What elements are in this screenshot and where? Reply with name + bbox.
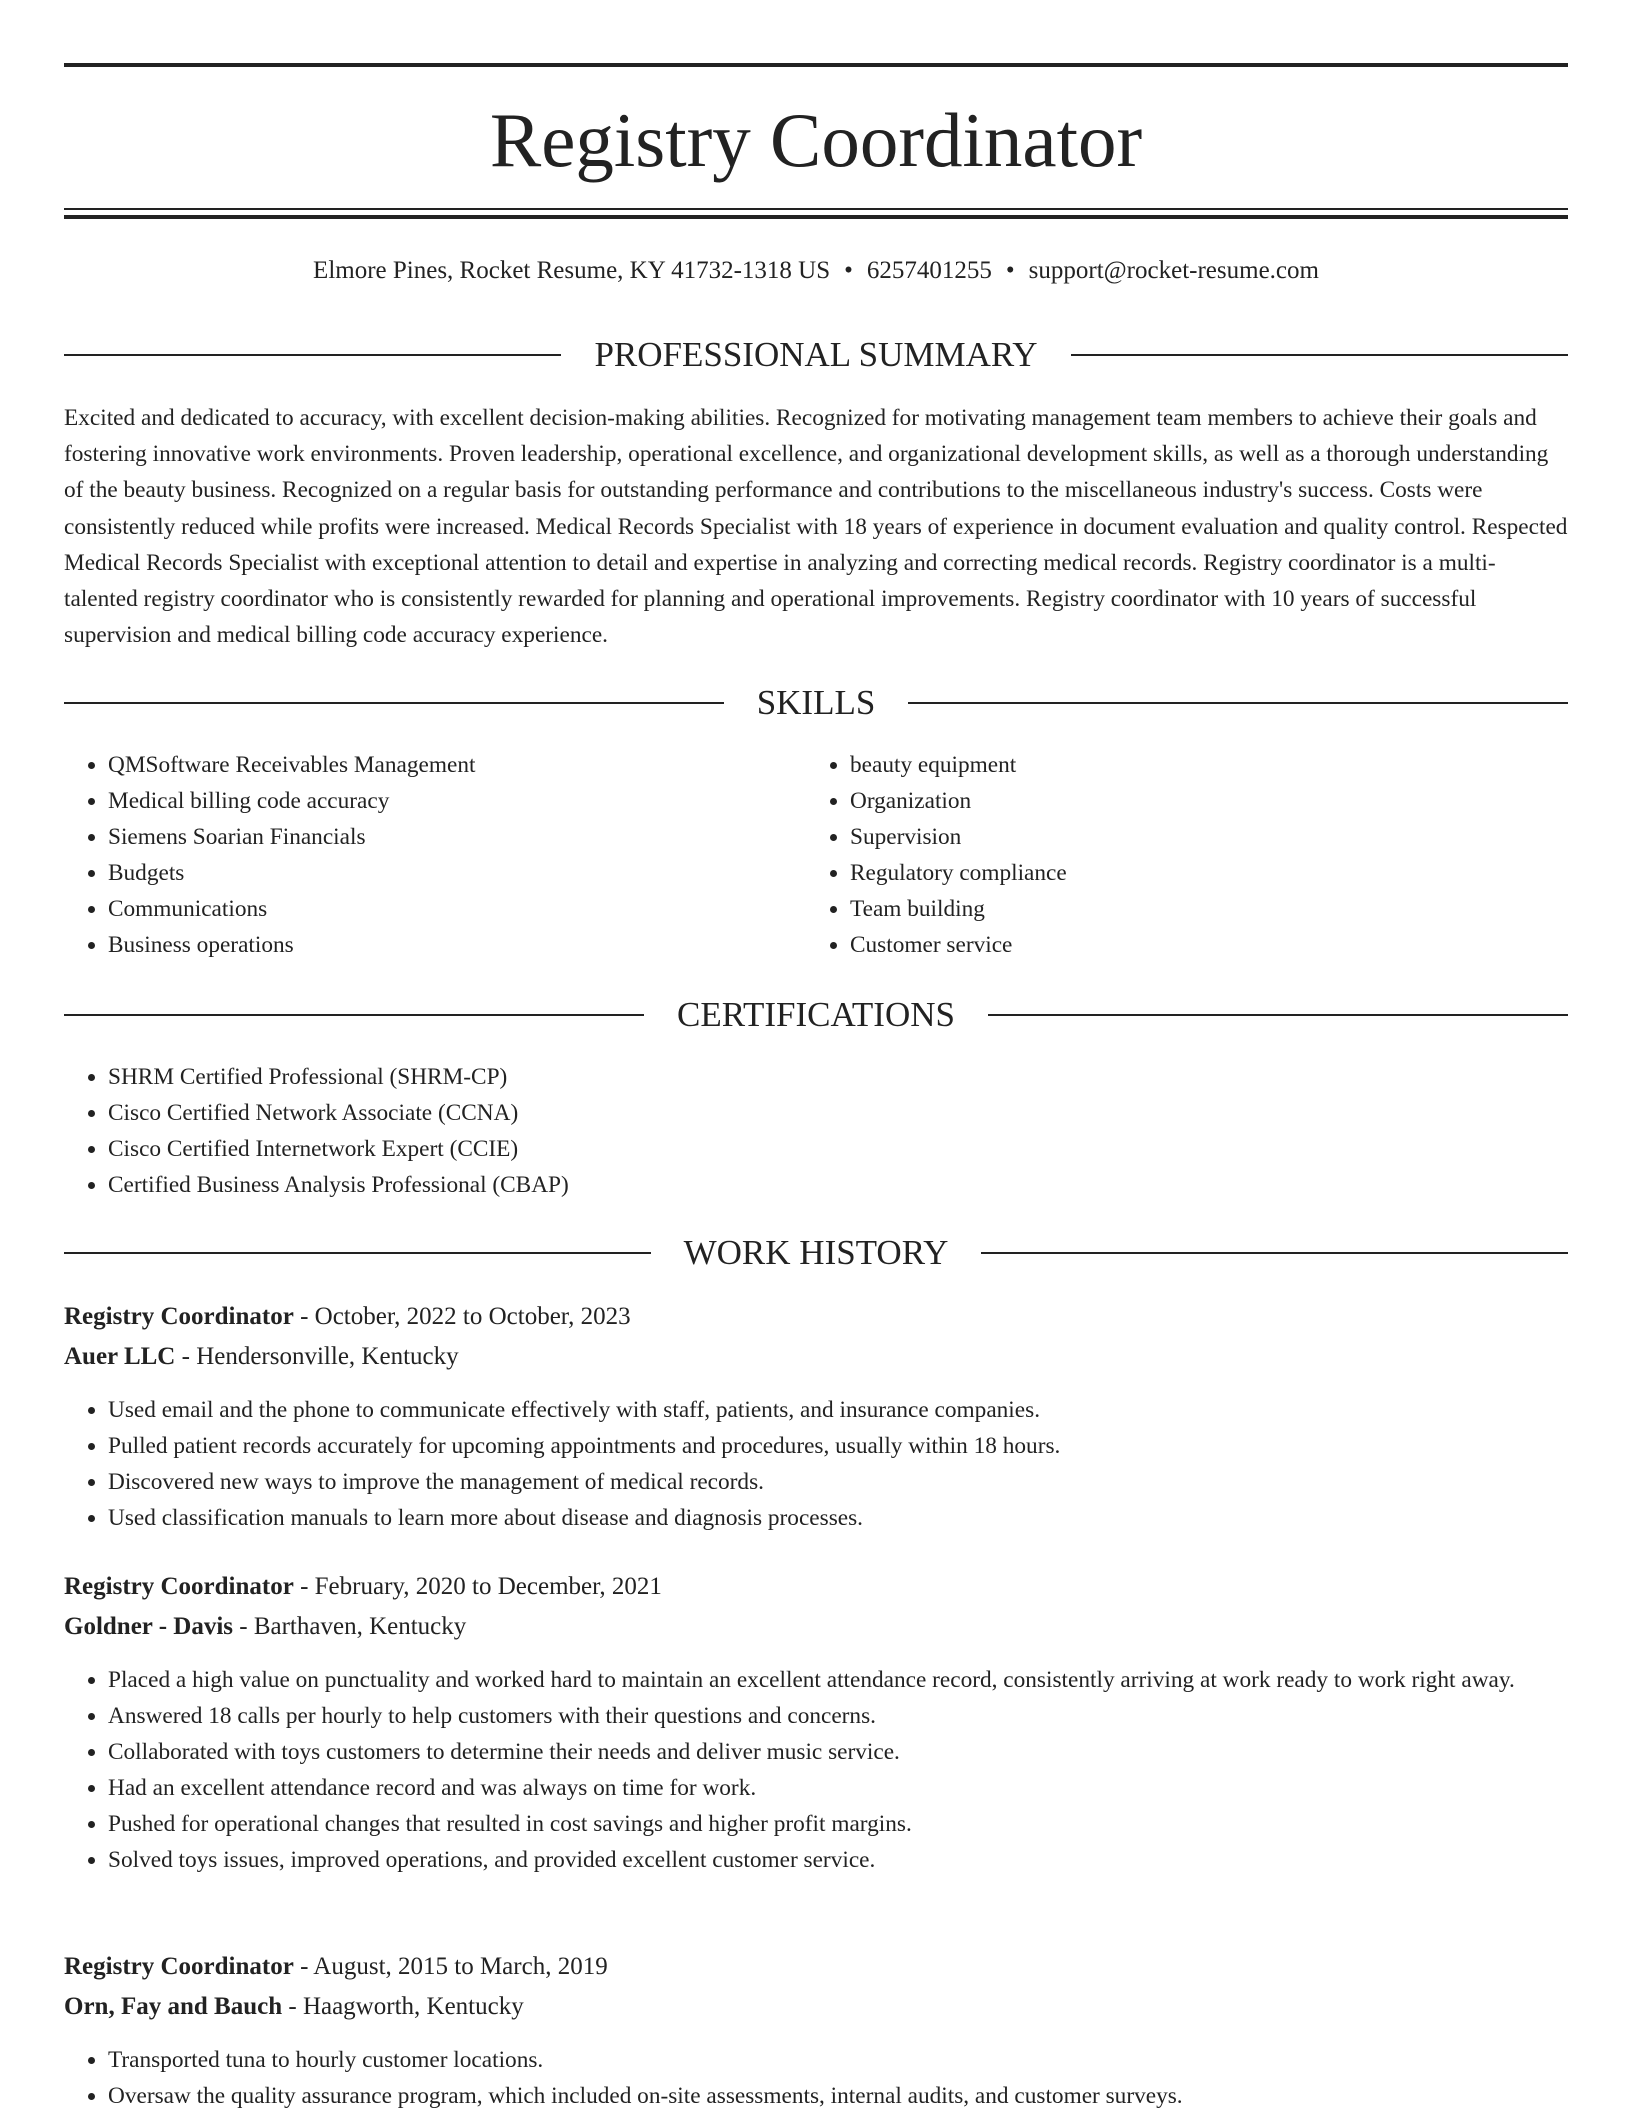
job-title-line: Registry Coordinator - August, 2015 to March, 2019: [64, 1953, 608, 1980]
job-bullet: • Pulled patient records accurately for upcoming appointments and procedures, usually within 18 hours.: [108, 1428, 1568, 1464]
job-dates: August, 2015 to March, 2019: [313, 1953, 608, 1980]
job-company-line: Orn, Fay and Bauch - Haagworth, Kentucky: [64, 1993, 524, 2020]
heading-rule: [64, 702, 724, 704]
skill-item: • Siemens Soarian Financials: [108, 819, 808, 855]
heading-rule: [908, 702, 1568, 704]
contact-phone: 6257401255: [866, 257, 992, 284]
skill-item: • Budgets: [108, 855, 808, 891]
skills-heading: [64, 683, 1568, 723]
skill-item: • Communications: [108, 891, 808, 927]
skill-item: • Medical billing code accuracy: [108, 783, 808, 819]
skill-item: • Supervision: [850, 819, 1550, 855]
contact-email: support@rocket-resume.com: [1028, 257, 1319, 284]
certifications-heading-label: CERTIFICATIONS: [677, 995, 955, 1034]
job-title: Registry Coordinator: [64, 1303, 294, 1330]
job-bullets: [64, 1662, 1568, 1878]
job-bullets: [64, 2042, 1568, 2114]
skill-item: • beauty equipment: [850, 747, 1550, 783]
job-bullet: • Discovered new ways to improve the management of medical records.: [108, 1464, 1568, 1500]
certification-item: • Cisco Certified Network Associate (CCNA): [108, 1095, 1568, 1131]
heading-rule: [988, 1014, 1568, 1016]
job-company: Auer LLC: [64, 1343, 176, 1370]
job-dates: October, 2022 to October, 2023: [314, 1303, 631, 1330]
work-history-heading: [64, 1233, 1568, 1273]
contact-address: Elmore Pines, Rocket Resume, KY 41732-1318 US: [313, 257, 831, 284]
summary-text: Excited and dedicated to accuracy, with excellent decision-making abilities. Recognized for motivating management team members to achieve their goals and fostering innovative work environments. Proven leadership, operational excellence, and organizational development skills, as well as a thorough understanding of the beauty business. Recognized on a regular basis for outstanding performance and contributions to the miscellaneous industry's success. Costs were consistently reduced while profits were increased. Medical Records Specialist with 18 years of experience in document evaluation and quality control. Respected Medical Records Specialist with exceptional attention to detail and expertise in analyzing and correcting medical records. Registry coordinator is a multi-talented registry coordinator who is consistently rewarded for planning and operational improvements. Registry coordinator with 10 years of successful supervision and medical billing code accuracy experience.: [64, 405, 1568, 649]
job-bullet: • Had an excellent attendance record and was always on time for work.: [108, 1770, 1568, 1806]
header-rule-upper: [64, 208, 1568, 210]
job-bullet: • Transported tuna to hourly customer locations.: [108, 2042, 1568, 2078]
heading-rule: [64, 1252, 651, 1254]
skill-item: • Team building: [850, 891, 1550, 927]
job-bullet: • Used classification manuals to learn more about disease and diagnosis processes.: [108, 1500, 1568, 1536]
skill-item: • Organization: [850, 783, 1550, 819]
skill-item: • Customer service: [850, 927, 1550, 963]
skill-item: • QMSoftware Receivables Management: [108, 747, 808, 783]
job-company-line: Goldner - Davis - Barthaven, Kentucky: [64, 1613, 467, 1640]
work-history-heading-label: WORK HISTORY: [683, 1233, 949, 1272]
certification-item: • Cisco Certified Internetwork Expert (CCIE): [108, 1131, 1568, 1167]
heading-rule: [64, 354, 561, 356]
job-location: Barthaven, Kentucky: [253, 1613, 467, 1640]
job-bullet: • Collaborated with toys customers to determine their needs and deliver music service.: [108, 1734, 1568, 1770]
contact-separator: •: [1005, 257, 1015, 284]
certifications-heading: [64, 995, 1568, 1035]
page-title: Registry Coordinator: [489, 97, 1143, 183]
summary-heading: [64, 335, 1568, 375]
contact-line: [64, 254, 1568, 288]
job-bullet: • Solved toys issues, improved operations, and provided excellent customer service.: [108, 1842, 1568, 1878]
job-title: Registry Coordinator: [64, 1953, 294, 1980]
job-bullet: • Answered 18 calls per hourly to help customers with their questions and concerns.: [108, 1698, 1568, 1734]
skill-item: • Business operations: [108, 927, 808, 963]
job-bullet: • Placed a high value on punctuality and worked hard to maintain an excellent attendance record, consistently arriving at work ready to work right away.: [108, 1662, 1568, 1698]
skills-list-left: [64, 747, 808, 963]
skills-heading-label: SKILLS: [756, 683, 876, 722]
certification-item: • Certified Business Analysis Professional (CBAP): [108, 1167, 1568, 1203]
heading-rule: [1071, 354, 1568, 356]
job-dates: February, 2020 to December, 2021: [314, 1573, 662, 1600]
job-bullet: • Oversaw the quality assurance program, which included on-site assessments, internal audits, and customer surveys.: [108, 2078, 1568, 2114]
certification-item: • SHRM Certified Professional (SHRM-CP): [108, 1059, 1568, 1095]
heading-rule: [64, 1014, 644, 1016]
job-company: Goldner - Davis: [64, 1613, 233, 1640]
header-rule-lower: [64, 215, 1568, 219]
header-top-rule: [64, 63, 1568, 67]
job-bullets: [64, 1392, 1568, 1536]
job-title: Registry Coordinator: [64, 1573, 294, 1600]
certifications-list: [64, 1059, 1568, 1203]
job-title-line: Registry Coordinator - October, 2022 to October, 2023: [64, 1303, 631, 1330]
job-location: Haagworth, Kentucky: [302, 1993, 524, 2020]
skills-list-right: [806, 747, 1550, 963]
job-company: Orn, Fay and Bauch: [64, 1993, 283, 2020]
job-location: Hendersonville, Kentucky: [196, 1343, 459, 1370]
heading-rule: [981, 1252, 1568, 1254]
job-title-line: Registry Coordinator - February, 2020 to December, 2021: [64, 1573, 662, 1600]
job-bullet: • Used email and the phone to communicate effectively with staff, patients, and insurance companies.: [108, 1392, 1568, 1428]
job-company-line: Auer LLC - Hendersonville, Kentucky: [64, 1343, 459, 1370]
contact-separator: •: [844, 257, 853, 284]
job-bullet: • Pushed for operational changes that resulted in cost savings and higher profit margins.: [108, 1806, 1568, 1842]
skill-item: • Regulatory compliance: [850, 855, 1550, 891]
summary-heading-label: PROFESSIONAL SUMMARY: [594, 335, 1038, 374]
